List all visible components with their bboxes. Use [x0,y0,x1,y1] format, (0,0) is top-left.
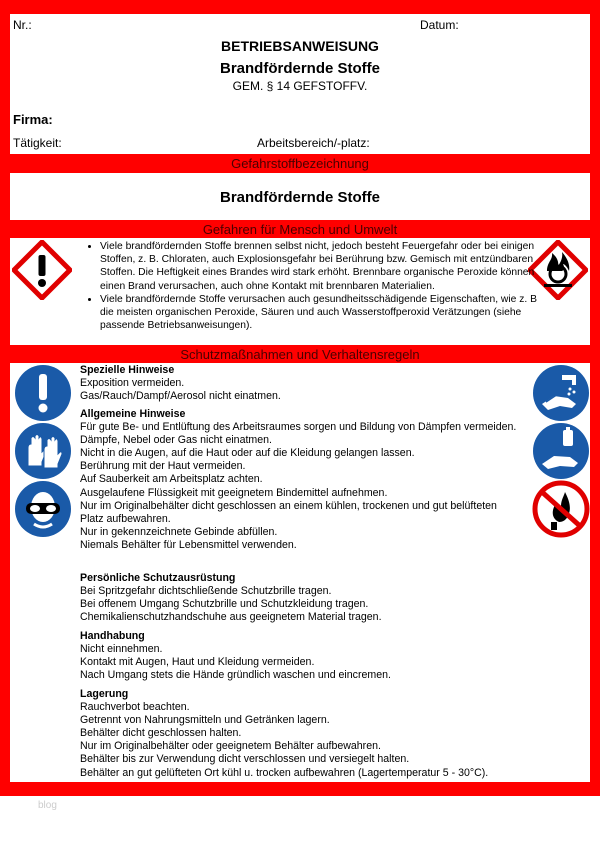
taetigkeit-label: Tätigkeit: [13,136,62,150]
section-allgemeine-hinweise [80,408,520,552]
watermark-text: blog [38,800,57,811]
section-line: Für gute Be- und Entlüftung des Arbeitsraumes sorgen und Bildung von Dämpfen vermeiden. [80,421,517,434]
hazards-heading: Gefahren für Mensch und Umwelt [10,222,590,238]
arbeitsbereich-label: Arbeitsbereich/-platz: [257,136,370,150]
section-line: Berührung mit der Haut vermeiden. [80,460,246,473]
section-line: Niemals Behälter für Lebensmittel verwenden. [80,538,297,551]
general-mandatory-icon [14,364,72,422]
section-title: Lagerung [80,688,129,700]
section-line: Nach Umgang stets die Hände gründlich waschen und eincremen. [80,669,391,682]
gloves-mandatory-icon [14,422,72,480]
section-handhabung [80,630,520,682]
hand-wash-mandatory-icon [532,364,590,422]
section-line: Nur in gekennzeichnete Gebinde abfüllen. [80,525,278,538]
section-persoenliche-schutzausruestung [80,572,520,624]
section-spezielle-hinweise [80,364,520,403]
substance-name: Brandfördernde Stoffe [219,189,380,206]
section-line: Nur im Originalbehälter oder geeignetem Behälter aufbewahren. [80,740,381,753]
section-line: Behälter bis zur Verwendung dicht verschlossen und versiegelt halten. [80,753,410,766]
section-line: Auf Sauberkeit am Arbeitsplatz achten. [80,473,263,486]
law-reference: GEM. § 14 GEFSTOFFV. [232,79,368,93]
hazards-list [82,240,546,332]
section-line: Kontakt mit Augen, Haut und Kleidung vermeiden. [80,656,315,669]
goggles-mandatory-icon [14,480,72,538]
section-line: Behälter dicht geschlossen halten. [80,727,242,740]
skin-care-mandatory-icon [532,422,590,480]
section-title: Spezielle Hinweise [80,364,175,376]
section-line: Dämpfe, Nebel oder Gas nicht einatmen. [80,434,272,447]
substance-heading: Gefahrstoffbezeichnung [10,156,590,172]
no-open-flame-icon [532,480,590,538]
section-line: Gas/Rauch/Dampf/Aerosol nicht einatmen. [80,390,281,403]
section-line: Ausgelaufene Flüssigkeit mit geeignetem Bindemittel aufnehmen. [80,486,388,499]
section-line: Behälter an gut gelüfteten Ort kühl u. trocken aufbewahren (Lagertemperatur 5 - 30°C). [80,766,489,779]
document-title: BETRIEBSANWEISUNG [221,38,379,54]
exclamation-hazard-icon [12,240,72,300]
hazard-item: • Viele brandfördernden Stoffe brennen selbst nicht, jedoch besteht Feuergefahr oder bei einigen Stoffen, z. B. Chloraten, auch Explosionsgefahr bei Berührung bzw. Gemisch mit entzündbaren Stoffen. Die Heftigkeit eines Brandes wird stark erhöht. Brennbare organische Peroxide können einen Brand verursachen, auch ohne Kontakt mit brennbaren Materialien. [100,240,546,293]
measures-heading: Schutzmaßnahmen und Verhaltensregeln [10,347,590,363]
section-line: Nur im Originalbehälter dicht geschlossen an einem kühlen, trockenen und gut belüfteten Platz aufbewahren. [80,499,497,525]
section-title: Handhabung [80,630,145,642]
firma-label: Firma: [13,112,53,127]
section-line: Nicht einnehmen. [80,643,163,656]
substance-panel [10,173,590,220]
section-title: Allgemeine Hinweise [80,408,186,420]
header-panel [10,14,590,154]
nr-label: Nr.: [13,18,32,32]
section-title: Persönliche Schutzausrüstung [80,572,236,584]
section-line: Exposition vermeiden. [80,377,185,390]
document-subtitle: Brandfördernde Stoffe [219,60,380,77]
section-line: Bei Spritzgefahr dichtschließende Schutzbrille tragen. [80,585,332,598]
section-line: Rauchverbot beachten. [80,701,190,714]
section-line: Bei offenem Umgang Schutzbrille und Schutzkleidung tragen. [80,598,369,611]
section-line: Nicht in die Augen, auf die Haut oder auf die Kleidung gelangen lassen. [80,447,415,460]
datum-label: Datum: [420,18,459,32]
section-lagerung [80,688,520,780]
section-line: Chemikalienschutzhandschuhe aus geeignetem Material tragen. [80,611,382,624]
hazard-item: • Viele brandfördernde Stoffe verursachen auch gesundheitsschädigende Eigenschaften, wie z. B die meisten organischen Peroxide, Säuren und auch Wasserstoffperoxid Verätzungen (siehe passende Betriebsanweisungen). [100,293,546,333]
section-line: Getrennt von Nahrungsmitteln und Getränken lagern. [80,714,330,727]
